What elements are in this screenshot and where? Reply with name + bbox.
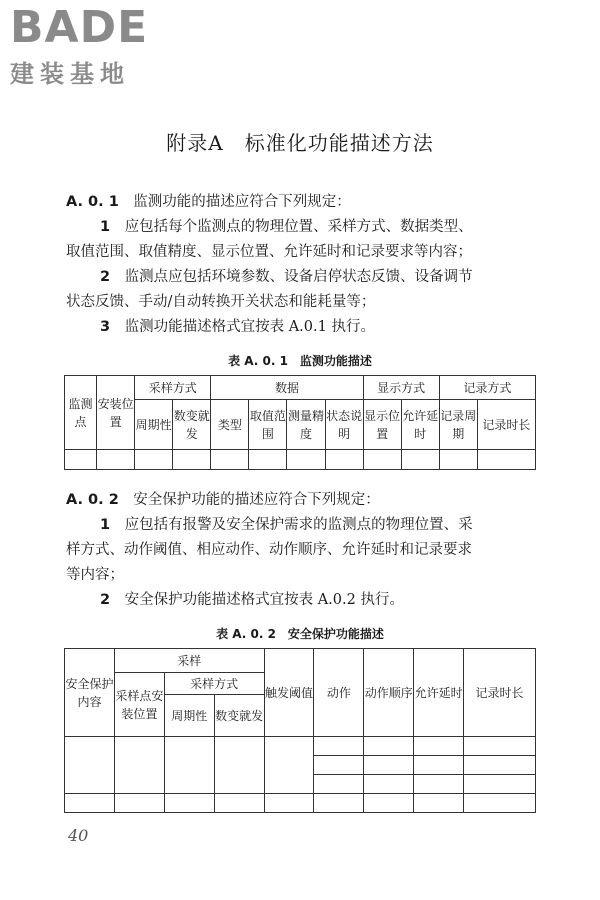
th-data: 数据 [211, 376, 363, 400]
th-type: 类型 [211, 400, 249, 450]
th-periodic: 周期性 [135, 400, 173, 450]
section-a02-heading: 安全保护功能的描述应符合下列规定： [133, 492, 380, 508]
th-delay: 允许延时 [414, 649, 464, 737]
monitoring-table [64, 375, 536, 470]
section-a01-heading: 监测功能的描述应符合下列规定： [133, 194, 351, 210]
table-row [65, 450, 536, 470]
th-periodic: 周期性 [164, 695, 214, 737]
th-trigger: 数变就发 [214, 695, 264, 737]
table2-caption: 表 A. 0. 2 安全保护功能描述 [216, 627, 384, 641]
item-text: 应包括每个监测点的物理位置、采样方式、数据类型、 [124, 219, 473, 235]
th-install: 安装位置 [97, 376, 135, 450]
th-trigger: 数变就发 [173, 400, 211, 450]
item-number: 1 [100, 219, 111, 235]
safety-table [64, 648, 536, 813]
item-text: 监测功能描述格式宜按表 A.0.1 执行。 [124, 319, 375, 335]
item-text: 监测点应包括环境参数、设备启停状态反馈、设备调节 [124, 269, 473, 285]
table-row [65, 794, 536, 813]
item-number: 1 [100, 517, 111, 533]
page-title: 附录A 标准化功能描述方法 [166, 131, 434, 155]
th-precision: 测量精度 [287, 400, 325, 450]
th-delay: 允许延时 [401, 400, 439, 450]
th-order: 动作顺序 [364, 649, 414, 737]
th-display-pos: 显示位置 [363, 400, 401, 450]
logo-brand: BADE [10, 2, 149, 53]
item-text-cont: 状态反馈、手动/自动转换开关状态和能耗量等； [66, 294, 376, 310]
th-status: 状态说明 [325, 400, 363, 450]
th-display: 显示方式 [363, 376, 439, 400]
th-sampling: 采样方式 [135, 376, 211, 400]
item-text-cont: 等内容； [66, 567, 124, 583]
th-content: 安全保护内容 [65, 649, 115, 737]
section-a02 [66, 488, 536, 613]
table-row [65, 737, 536, 756]
section-a01 [66, 190, 536, 340]
item-text: 安全保护功能描述格式宜按表 A.0.2 执行。 [124, 592, 404, 608]
th-action: 动作 [314, 649, 364, 737]
brand-logo [10, 4, 180, 89]
section-a01-number: A. 0. 1 [66, 194, 119, 210]
th-record: 记录时长 [464, 649, 536, 737]
item-text: 应包括有报警及安全保护需求的监测点的物理位置、采 [124, 517, 473, 533]
logo-subtitle: 建装基地 [10, 60, 130, 88]
th-record-period: 记录周期 [439, 400, 477, 450]
item-text-cont: 取值范围、取值精度、显示位置、允许延时和记录要求等内容； [66, 244, 472, 260]
item-text-cont: 样方式、动作阈值、相应动作、动作顺序、允许延时和记录要求 [66, 542, 472, 558]
item-number: 2 [100, 592, 111, 608]
th-sampling: 采样 [114, 649, 264, 673]
page-number: 40 [68, 826, 89, 845]
th-point: 监测点 [65, 376, 97, 450]
th-method: 采样方式 [164, 673, 264, 695]
th-install: 采样点安装位置 [114, 673, 164, 737]
section-a02-number: A. 0. 2 [66, 492, 119, 508]
th-threshold: 触发阈值 [264, 649, 314, 737]
th-record-duration: 记录时长 [477, 400, 535, 450]
item-number: 2 [100, 269, 111, 285]
table1-caption: 表 A. 0. 1 监测功能描述 [228, 354, 372, 368]
th-range: 取值范围 [249, 400, 287, 450]
th-record: 记录方式 [439, 376, 535, 400]
item-number: 3 [100, 319, 111, 335]
